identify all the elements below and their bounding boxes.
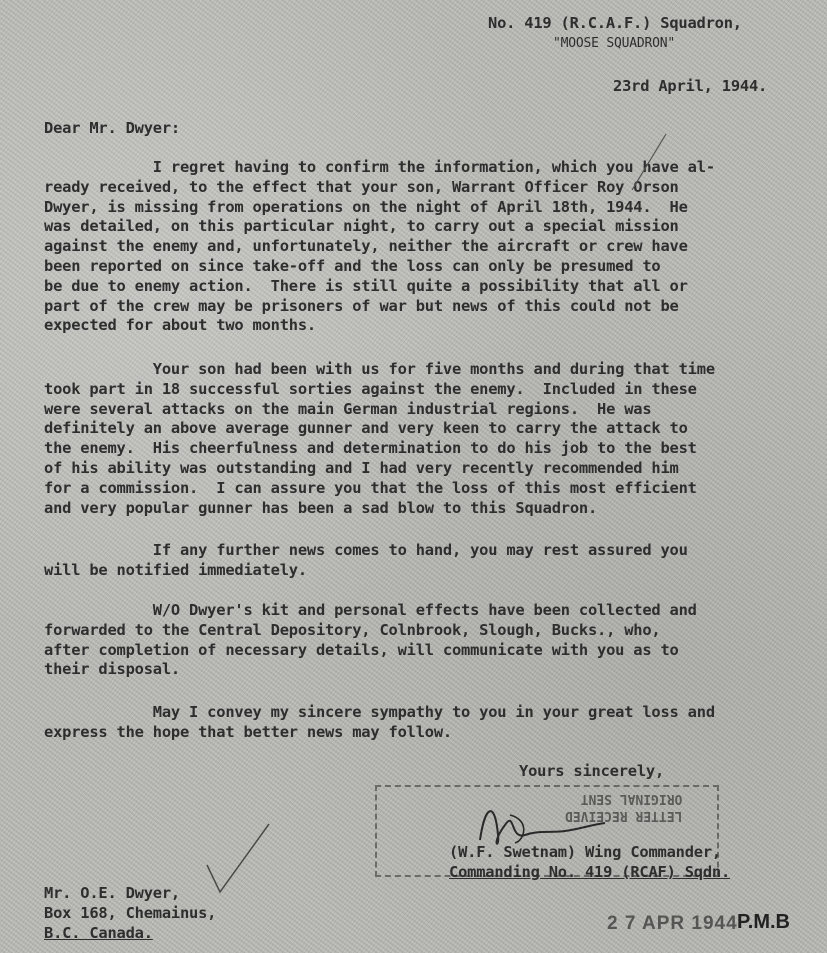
paragraph-sympathy: May I convey my sincere sympathy to you in your great loss and express the hope that better news may follow. [44, 703, 715, 741]
paragraph-missing-notice: I regret having to confirm the information, which you have al- ready received, to the effect that your son, Warrant Officer Roy Orson Dwyer, is missing from operations on the night of April 18th, 1944. He was detailed, on this particular night, to carry out a special mission against the enemy and, unfortunately, neither the aircraft or crew have been reported on since take-off and the loss can only be presumed to be due to enemy action. There is still quite a possibility that all or part of the crew may be prisoners of war but news of this could not be expected for about two months. [44, 158, 715, 335]
salutation: Dear Mr. Dwyer: [44, 119, 180, 137]
squadron-heading: No. 419 (R.C.A.F.) Squadron, [488, 14, 742, 32]
received-stamp-line2: ORIGINAL SENT [580, 791, 683, 806]
letter-date: 23rd April, 1944. [613, 77, 768, 95]
received-stamp-line1: LETTER RECEIVED [565, 808, 683, 823]
signature-title: Commanding No. 419 (RCAF) Sqdn. [449, 863, 731, 881]
address-line3: B.C. Canada. [44, 923, 153, 942]
signature-name: (W.F. Swetnam) Wing Commander, [449, 843, 721, 861]
paragraph-further-news: If any further news comes to hand, you may rest assured you will be notified immediately. [44, 541, 688, 579]
paragraph-service-record: Your son had been with us for five months and during that time took part in 18 successful sorties against the enemy. Included in these were several attacks on the main German industrial regions. He was definitely an above average gunner and very keen to carry the attack to the enemy. His cheerfulness and determination to do his job to the best of his ability was outstanding and I had very recently recommended him for a commission. I can assure you that the loss of this most efficient and very popular gunner has been a sad blow to this Squadron. [44, 360, 715, 517]
date-stamp: 2 7 APR 1944 [607, 913, 738, 934]
paragraph-personal-effects: W/O Dwyer's kit and personal effects have been collected and forwarded to the Central Depository, Colnbrook, Slough, Bucks., who, after completion of necessary details, will communicate with you as to their disposal. [44, 601, 697, 679]
pencil-tick [630, 132, 670, 192]
recipient-address [44, 884, 216, 943]
closing: Yours sincerely, [519, 762, 665, 780]
handwritten-signature [470, 795, 620, 855]
address-line1: Mr. O.E. Dwyer, [44, 884, 180, 902]
address-line2: Box 168, Chemainus, [44, 903, 217, 922]
initials-stamp: P.M.B [737, 911, 790, 933]
squadron-name: "MOOSE SQUADRON" [553, 36, 676, 51]
